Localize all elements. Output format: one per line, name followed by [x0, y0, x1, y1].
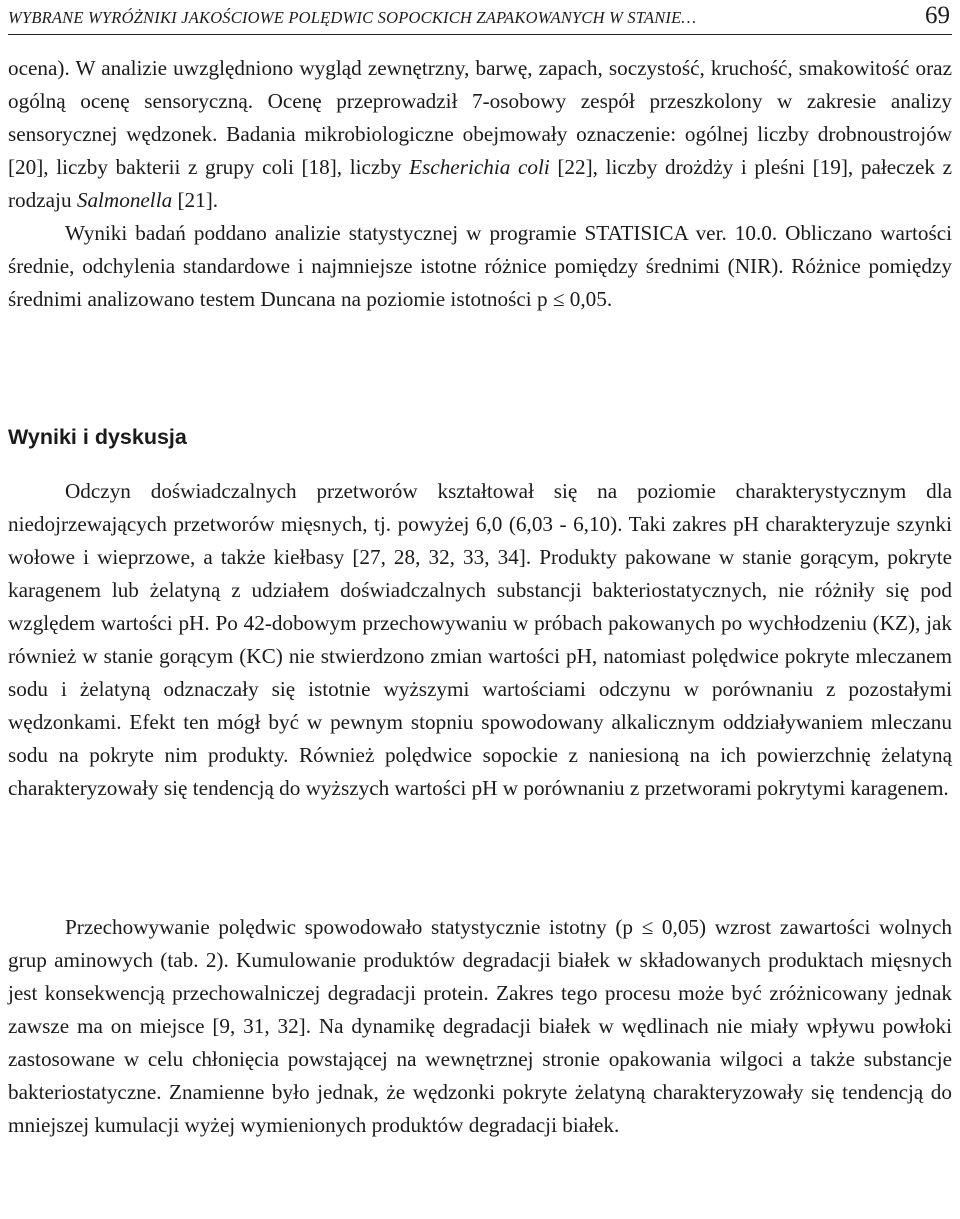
results-paragraph-2: Przechowywanie polędwic spowodowało statystycznie istotny (p ≤ 0,05) wzrost zawartości wolnych grup aminowych (tab. 2). Kumulowanie produktów degradacji białek w składowanych produktach mięsnych jest konsekwencją przechowalniczej degradacji protein. Zakres tego procesu może być zróżnicowany jednak zawsze ma on miejsce [9, 31, 32]. Na dynamikę degradacji białek w wędlinach nie miały wpływu powłoki zastosowane w celu chłonięcia powstającej na wewnętrznej stronie opakowania wilgoci a także substancje bakteriostatyczne. Znamienne było jednak, że wędzonki pokryte żelatyną charakteryzowały się tendencją do mniejszej kumulacji wyżej wymienionych produktów degradacji białek.: [8, 915, 952, 1137]
statistics-paragraph: Wyniki badań poddano analizie statystycznej w programie STATISICA ver. 10.0. Obliczano wartości średnie, odchylenia standardowe i najmniejsze istotne różnice pomiędzy średnimi (NIR). Różnice pomiędzy średnimi analizowano testem Duncana na poziomie istotności p ≤ 0,05.: [8, 221, 952, 311]
methods-text-part-1: ocena). W analizie uwzględniono wygląd zewnętrzny, barwę, zapach, soczystość, kruchość, smakowitość oraz ogólną ocenę sensoryczną. Ocenę przeprowadził 7-osobowy zespół przeszkolony w zakresie analizy sensorycznej wędzonek. Badania mikrobiologiczne obejmowały oznaczenie: ogólnej liczby drobnoustrojów [20], liczby bakterii z grupy coli [18], liczby: [8, 56, 952, 179]
document-page: [8, 0, 952, 1219]
methods-text-part-2: [22], liczby drożdży i pleśni [19], pałeczek z rodzaju: [8, 155, 952, 212]
running-header: [8, 2, 952, 35]
results-paragraph-1-block: [8, 475, 952, 805]
methods-text: [8, 52, 952, 316]
results-paragraph-2-block: [8, 911, 952, 1142]
running-title: WYBRANE WYRÓŻNIKI JAKOŚCIOWE POLĘDWIC SOPOCKICH ZAPAKOWANYCH W STANIE…: [8, 8, 697, 27]
species-name-escherichia: Escherichia coli: [409, 155, 550, 179]
species-name-salmonella: Salmonella: [76, 188, 173, 212]
methods-paragraph: [8, 52, 952, 217]
methods-text-part-3: [21].: [172, 188, 219, 212]
results-paragraph-1: Odczyn doświadczalnych przetworów kształtował się na poziomie charakterystycznym dla niedojrzewających przetworów mięsnych, tj. powyżej 6,0 (6,03 - 6,10). Taki zakres pH charakteryzuje szynki wołowe i wieprzowe, a także kiełbasy [27, 28, 32, 33, 34]. Produkty pakowane w stanie gorącym, pokryte karagenem lub żelatyną z udziałem doświadczalnych substancji bakteriostatycznych, nie różniły się pod względem wartości pH. Po 42-dobowym przechowywaniu w próbach pakowanych po wychłodzeniu (KZ), jak również w stanie gorącym (KC) nie stwierdzono zmian wartości pH, natomiast polędwice pokryte mleczanem sodu i żelatyną odznaczały się istotnie wyższymi wartościami odczynu w porównaniu z pozostałymi wędzonkami. Efekt ten mógł być w pewnym stopniu spowodowany alkalicznym oddziaływaniem mleczanu sodu na pokryte nim produkty. Również polędwice sopockie z naniesioną na ich powierzchnię żelatyną charakteryzowały się tendencją do wyższych wartości pH w porównaniu z przetworami pokrytymi karagenem.: [8, 479, 952, 800]
page-number: 69: [925, 2, 950, 29]
section-heading: Wyniki i dyskusja: [8, 425, 187, 449]
